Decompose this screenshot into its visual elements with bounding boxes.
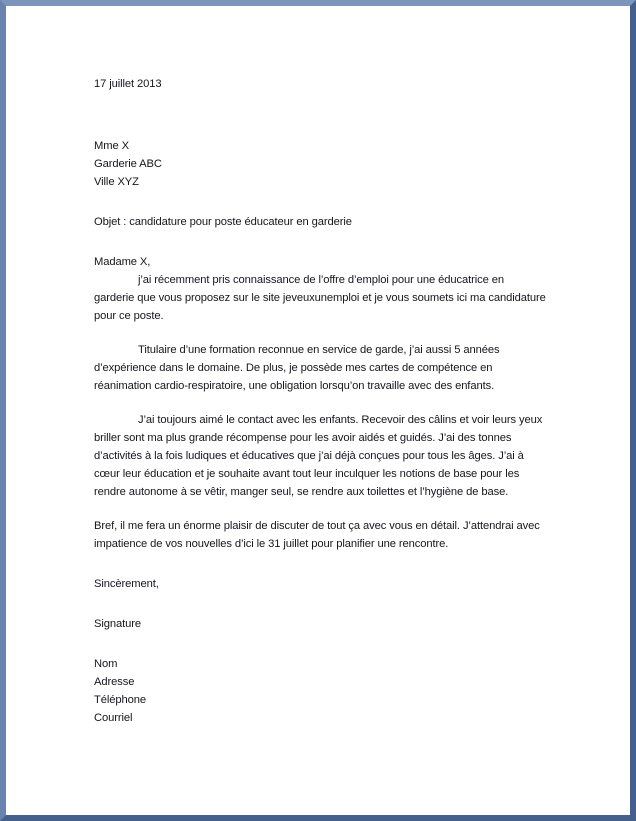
- signature-placeholder: Signature: [94, 618, 141, 630]
- sender-name-label: Nom: [94, 658, 118, 670]
- spacer-before-closing: [94, 553, 546, 575]
- sender-contact-block: [94, 655, 546, 727]
- subject-line: Objet : candidature pour poste éducateur en garderie: [94, 216, 352, 228]
- spacer-after-paragraph-3: [94, 501, 546, 517]
- spacer-after-paragraph-1: [94, 325, 546, 341]
- body-paragraph-1: j’ai récemment pris connaissance de l’offre d’emploi pour une éducatrice en garderie que vous proposez sur le site jeveuxunemploi et je vous soumets ici ma candidature pour ce poste.: [94, 274, 546, 322]
- sender-phone-label: Téléphone: [94, 694, 146, 706]
- spacer-after-recipient: [94, 191, 546, 213]
- recipient-name: Mme X: [94, 140, 129, 152]
- spacer-after-signature: [94, 633, 546, 655]
- closing-line: Sincèrement,: [94, 578, 159, 590]
- spacer-after-closing: [94, 593, 546, 615]
- body-paragraph-4: Bref, il me fera un énorme plaisir de discuter de tout ça avec vous en détail. J’attendrai avec impatience de vos nouvelles d’ici le 31 juillet pour planifier une rencontre.: [94, 520, 540, 550]
- spacer-after-date: [94, 93, 546, 137]
- body-paragraph-2: Titulaire d’une formation reconnue en service de garde, j’ai aussi 5 années d’expérience dans le domaine. De plus, je possède mes cartes de compétence en réanimation cardio-respiratoire, une obligation lorsqu’on travaille avec des enfants.: [94, 344, 500, 392]
- recipient-organization: Garderie ABC: [94, 158, 162, 170]
- sender-address-label: Adresse: [94, 676, 135, 688]
- salutation: Madame X,: [94, 256, 151, 268]
- letter-date: 17 juillet 2013: [94, 78, 162, 90]
- sender-email-label: Courriel: [94, 712, 133, 724]
- recipient-city: Ville XYZ: [94, 176, 139, 188]
- recipient-address-block: [94, 137, 546, 191]
- spacer-after-subject: [94, 231, 546, 253]
- body-paragraph-3: J’ai toujours aimé le contact avec les enfants. Recevoir des câlins et voir leurs yeux briller sont ma plus grande récompense pour les avoir aidés et guidés. J’ai des tonnes d’activités à la fois ludiques et éducatives que j’ai déjà conçues pour tous les âges. J’ai à cœur leur éducation et je souhaite avant tout leur inculquer les notions de base pour les rendre autonome à se vêtir, manger seul, se rendre aux toilettes et l’hygiène de base.: [94, 414, 543, 498]
- spacer-after-paragraph-2: [94, 395, 546, 411]
- document-page-sheet: [6, 6, 630, 815]
- letter-body: [94, 75, 546, 727]
